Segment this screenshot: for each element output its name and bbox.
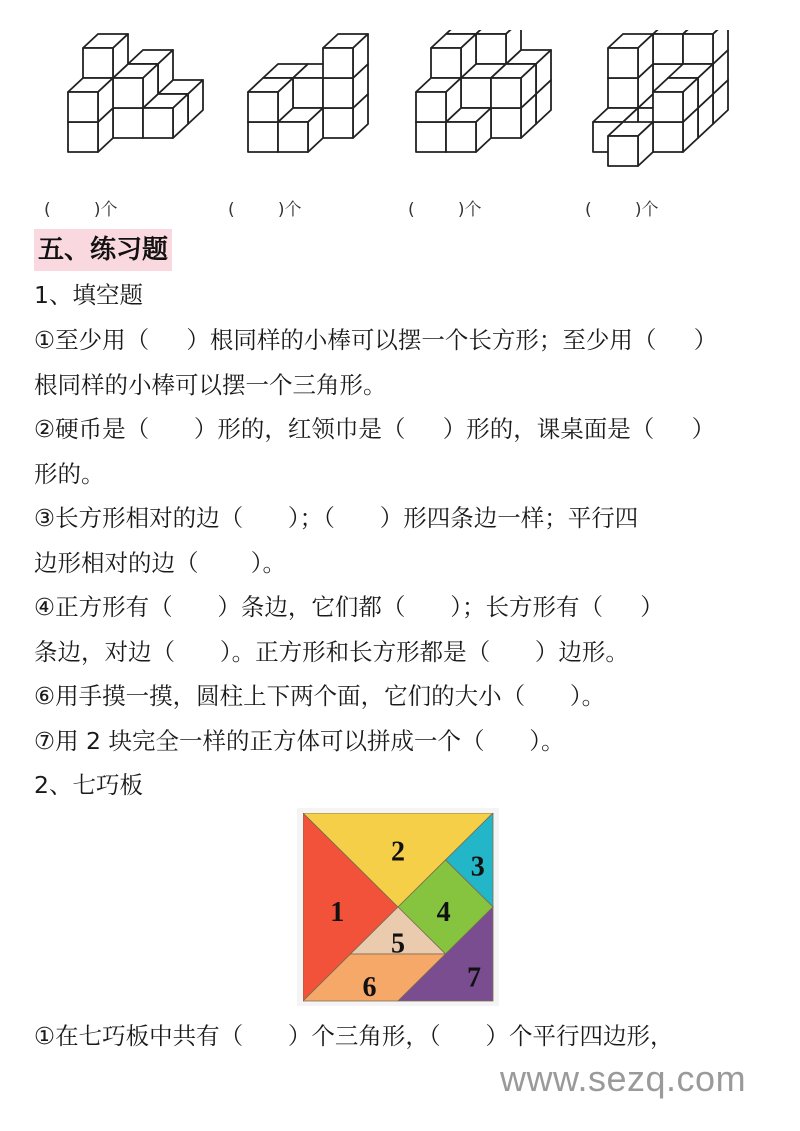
question-4-line-2: 条边，对边（ ）。正方形和长方形都是（ ）边形。 <box>34 638 629 666</box>
question-2-line-2: 形的。 <box>34 460 105 488</box>
cube-figures-row <box>0 0 800 225</box>
part2-title: 2、七巧板 <box>34 771 143 799</box>
cube-figure-3 <box>378 30 553 225</box>
count-blank-label: ( )个 <box>44 200 118 220</box>
tangram-figure <box>297 808 499 1006</box>
cube-figure-2 <box>210 30 385 225</box>
cube-stack-drawing <box>210 30 385 195</box>
cube-stack-drawing <box>555 30 730 195</box>
tangram-piece-number: 7 <box>467 962 481 994</box>
tangram-piece-number: 6 <box>362 971 377 1003</box>
count-blank-label: ( )个 <box>228 200 302 220</box>
tangram-piece-number: 1 <box>330 896 345 928</box>
question-6: ⑥用手摸一摸，圆柱上下两个面，它们的大小（ ）。 <box>34 682 606 710</box>
question-7: ⑦用 2 块完全一样的正方体可以拼成一个（ ）。 <box>34 727 565 755</box>
watermark: www.sezq.com <box>500 1058 747 1099</box>
tangram-piece-number: 4 <box>436 896 451 928</box>
tangram-piece-number: 5 <box>391 928 405 960</box>
cube-stack-drawing <box>30 30 205 195</box>
cube-figure-4 <box>555 30 730 225</box>
question-1-line-2: 根同样的小棒可以摆一个三角形。 <box>34 371 387 399</box>
question-3-line-2: 边形相对的边（ ）。 <box>34 549 287 577</box>
tangram-piece-number: 3 <box>470 851 485 883</box>
cube-stack-drawing <box>378 30 553 195</box>
tangram-piece-number: 2 <box>391 836 405 868</box>
tangram-drawing <box>303 813 495 1003</box>
part1-title: 1、填空题 <box>34 281 143 309</box>
question-1-line-1: ①至少用（ ）根同样的小棒可以摆一个长方形；至少用（ ） <box>34 326 718 354</box>
tangram-question-1: ①在七巧板中共有（ ）个三角形，（ ）个平行四边形， <box>34 1022 674 1050</box>
cube-figure-1 <box>30 30 205 225</box>
question-2-line-1: ②硬币是（ ）形的，红领巾是（ ）形的，课桌面是（ ） <box>34 415 716 443</box>
count-blank-label: ( )个 <box>408 200 482 220</box>
question-4-line-1: ④正方形有（ ）条边，它们都（ ）；长方形有（ ） <box>34 593 664 621</box>
question-3-line-1: ③长方形相对的边（ ）；（ ）形四条边一样；平行四 <box>34 504 639 532</box>
count-blank-label: ( )个 <box>585 200 659 220</box>
section-title: 五、练习题 <box>34 229 172 271</box>
